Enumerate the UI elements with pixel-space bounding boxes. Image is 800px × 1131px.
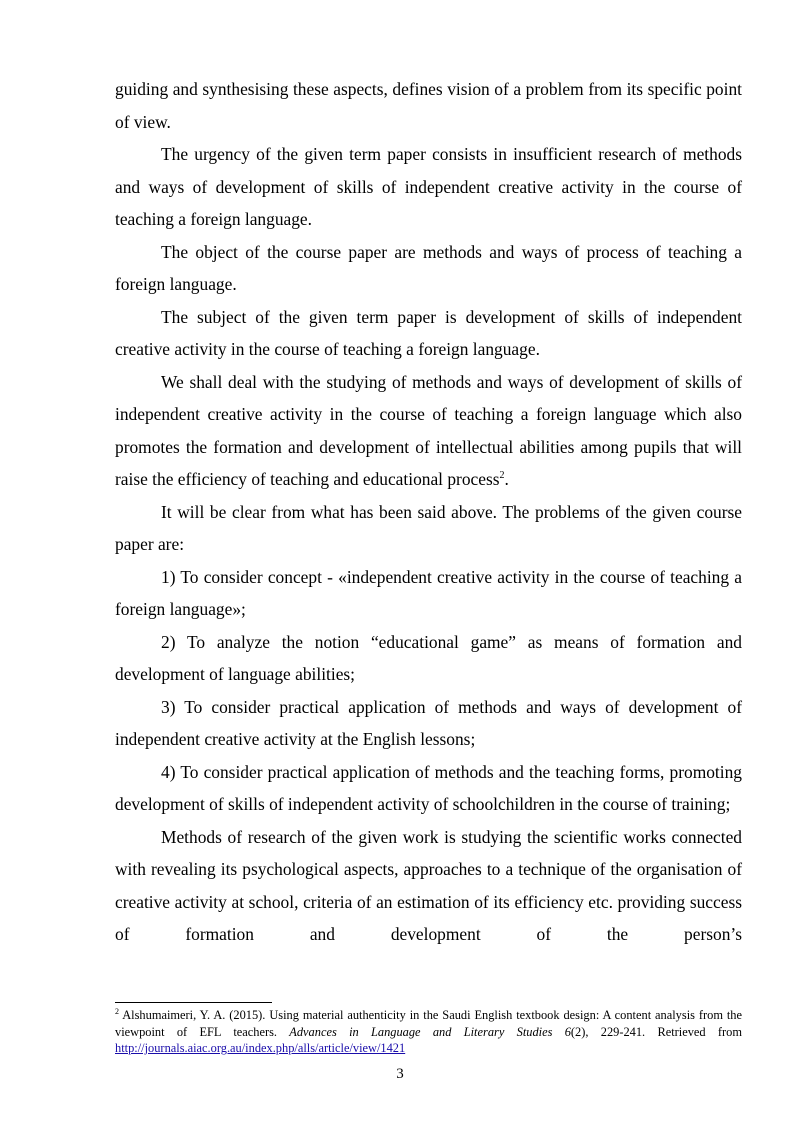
paragraph: Methods of research of the given work is studying the scientific works connected with revealing its psychological aspects, approaches to a technique of the organisation of creative activity at school, criteria of an estimation of its efficiency etc. providing success of formation and development of the person’s (115, 826, 742, 944)
paragraph: We shall deal with the studying of methods and ways of development of skills of independent creative activity in the course of teaching a foreign language which also promotes the formation and development of intellectual abilities among pupils that will raise the efficiency of teaching and educational process$^2$. (115, 371, 742, 489)
page-number: 3 (396, 1066, 404, 1082)
paragraph: guiding and synthesising these aspects, defines vision of a problem from its specific point of view. (115, 79, 742, 132)
list-item: 2) To analyze the notion “educational game” as means of formation and development of language abilities; (115, 631, 742, 684)
body-text (115, 73, 742, 951)
list-item: 3) To consider practical application of methods and ways of development of independent creative activity at the English lessons; (115, 696, 742, 749)
paragraph: It will be clear from what has been said above. The problems of the given course paper are: (115, 501, 742, 554)
paragraph: The subject of the given term paper is development of skills of independent creative activity in the course of teaching a foreign language. (115, 306, 742, 359)
footnote-separator (115, 1002, 272, 1003)
list-item: 4) To consider practical application of methods and the teaching forms, promoting development of skills of independent activity of schoolchildren in the course of training; (115, 761, 742, 814)
footnote-link[interactable]: http://journals.aiac.org.au/index.php/alls/article/view/1421 (115, 1041, 406, 1055)
list-item: 1) To consider concept - «independent creative activity in the course of teaching a foreign language»; (115, 566, 742, 619)
footnote-number: 2 (115, 1006, 119, 1016)
paragraph: The object of the course paper are methods and ways of process of teaching a foreign language. (115, 241, 742, 294)
footnote: $^2$ Alshumaimeri, Y. A. (2015). Using material authenticity in the Saudi English textbook design: A content analysis from the viewpoint of EFL teachers. Advances in Language and Literary Studies 6(2), 229-241. Retrieved from http://journals.aiac.org.au/index.php/alls/article/view/1421 (115, 1006, 742, 1055)
paragraph: The urgency of the given term paper consists in insufficient research of methods and ways of development of skills of independent creative activity in the course of teaching a foreign language. (115, 144, 742, 229)
journal-title: Advances in Language and Literary Studies 6 (289, 1024, 571, 1039)
footnote-ref[interactable]: 2 (499, 470, 505, 482)
